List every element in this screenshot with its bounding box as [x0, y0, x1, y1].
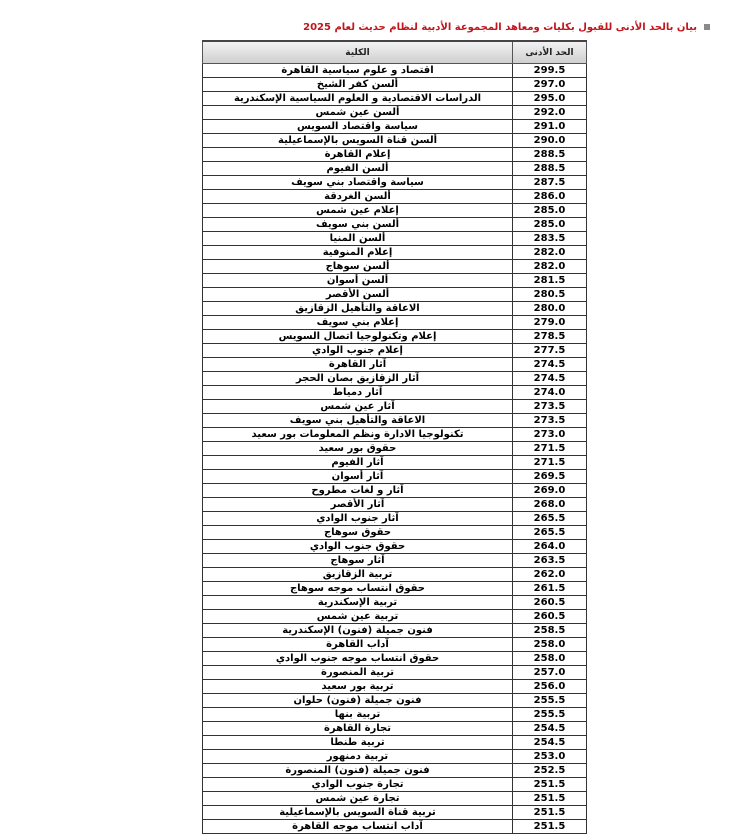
table-row [203, 624, 587, 638]
college-name-cell: ألسن الفيوم [203, 162, 513, 176]
min-score-cell: 282.0 [513, 246, 587, 260]
college-name-cell: ألسن الغردقة [203, 190, 513, 204]
college-column-header: الكلية [203, 41, 513, 64]
table-row [203, 442, 587, 456]
min-score-cell: 260.5 [513, 610, 587, 624]
college-name-cell: تربية المنصورة [203, 666, 513, 680]
min-score-cell: 258.0 [513, 638, 587, 652]
college-name-cell: تربية بنها [203, 708, 513, 722]
table-row [203, 428, 587, 442]
college-name-cell: ألسن بني سويف [203, 218, 513, 232]
table-row [203, 652, 587, 666]
min-score-cell: 260.5 [513, 596, 587, 610]
college-name-cell: فنون جميلة (فنون) حلوان [203, 694, 513, 708]
table-row [203, 330, 587, 344]
table-row [203, 526, 587, 540]
college-name-cell: آثار دمياط [203, 386, 513, 400]
min-score-cell: 278.5 [513, 330, 587, 344]
college-name-cell: الاعاقة والتأهيل بني سويف [203, 414, 513, 428]
table-row [203, 596, 587, 610]
table-row [203, 162, 587, 176]
college-name-cell: حقوق بور سعيد [203, 442, 513, 456]
table-row [203, 400, 587, 414]
table-row [203, 218, 587, 232]
min-score-cell: 265.5 [513, 512, 587, 526]
college-name-cell: ألسن المنيا [203, 232, 513, 246]
table-row [203, 470, 587, 484]
table-row [203, 288, 587, 302]
college-name-cell: آثار القاهرة [203, 358, 513, 372]
min-score-cell: 287.5 [513, 176, 587, 190]
min-score-cell: 251.5 [513, 778, 587, 792]
table-row [203, 344, 587, 358]
college-name-cell: تربية بور سعيد [203, 680, 513, 694]
min-score-cell: 286.0 [513, 190, 587, 204]
min-score-cell: 269.0 [513, 484, 587, 498]
college-name-cell: ألسن كفر الشيخ [203, 78, 513, 92]
table-row [203, 386, 587, 400]
min-score-cell: 257.0 [513, 666, 587, 680]
min-score-cell: 290.0 [513, 134, 587, 148]
table-row [203, 554, 587, 568]
college-name-cell: تربية عين شمس [203, 610, 513, 624]
min-score-cell: 297.0 [513, 78, 587, 92]
college-name-cell: ألسن قناة السويس بالإسماعيلية [203, 134, 513, 148]
table-row [203, 666, 587, 680]
college-name-cell: اقتصاد و علوم سياسية القاهرة [203, 64, 513, 78]
table-row [203, 246, 587, 260]
table-row [203, 722, 587, 736]
table-row [203, 708, 587, 722]
min-score-cell: 256.0 [513, 680, 587, 694]
table-row [203, 610, 587, 624]
table-row [203, 582, 587, 596]
college-name-cell: ألسن سوهاج [203, 260, 513, 274]
min-score-cell: 271.5 [513, 442, 587, 456]
table-row [203, 92, 587, 106]
college-name-cell: فنون جميلة (فنون) الإسكندرية [203, 624, 513, 638]
table-row [203, 778, 587, 792]
table-row [203, 484, 587, 498]
min-score-cell: 285.0 [513, 204, 587, 218]
table-row [203, 274, 587, 288]
min-score-cell: 299.5 [513, 64, 587, 78]
min-score-cell: 280.0 [513, 302, 587, 316]
min-score-cell: 285.0 [513, 218, 587, 232]
college-name-cell: فنون جميلة (فنون) المنصورة [203, 764, 513, 778]
college-name-cell: إعلام بني سويف [203, 316, 513, 330]
college-name-cell: سياسة واقتصاد السويس [203, 120, 513, 134]
table-row [203, 120, 587, 134]
college-name-cell: إعلام المنوفية [203, 246, 513, 260]
college-name-cell: سياسة واقتصاد بني سويف [203, 176, 513, 190]
college-name-cell: تجارة جنوب الوادي [203, 778, 513, 792]
min-score-cell: 283.5 [513, 232, 587, 246]
table-row [203, 302, 587, 316]
college-name-cell: تجارة القاهرة [203, 722, 513, 736]
college-name-cell: آثار جنوب الوادي [203, 512, 513, 526]
min-score-cell: 281.5 [513, 274, 587, 288]
table-row [203, 512, 587, 526]
min-score-cell: 273.5 [513, 400, 587, 414]
college-name-cell: آثار سوهاج [203, 554, 513, 568]
college-name-cell: آثار الزقازيق بصان الحجر [203, 372, 513, 386]
page-title: بيان بالحد الأدنى للقبول بكليات ومعاهد المجموعة الأدبية لنظام حديث لعام 2025 [303, 21, 697, 33]
min-score-cell: 258.5 [513, 624, 587, 638]
college-name-cell: آثار الفيوم [203, 456, 513, 470]
table-row [203, 806, 587, 820]
bullet-square-icon [704, 24, 710, 30]
table-row [203, 694, 587, 708]
min-score-cell: 268.0 [513, 498, 587, 512]
min-score-cell: 273.0 [513, 428, 587, 442]
college-name-cell: حقوق سوهاج [203, 526, 513, 540]
college-name-cell: آداب القاهرة [203, 638, 513, 652]
college-name-cell: آثار أسوان [203, 470, 513, 484]
min-score-cell: 269.5 [513, 470, 587, 484]
college-name-cell: تربية الإسكندرية [203, 596, 513, 610]
college-name-cell: حقوق انتساب موجه سوهاج [203, 582, 513, 596]
min-score-cell: 264.0 [513, 540, 587, 554]
table-row [203, 260, 587, 274]
table-row [203, 176, 587, 190]
table-row [203, 792, 587, 806]
table-row [203, 190, 587, 204]
table-row [203, 568, 587, 582]
table-header-row [203, 41, 587, 64]
min-score-cell: 253.0 [513, 750, 587, 764]
min-score-cell: 282.0 [513, 260, 587, 274]
min-score-cell: 271.5 [513, 456, 587, 470]
table-row [203, 750, 587, 764]
table-row [203, 736, 587, 750]
college-name-cell: تربية دمنهور [203, 750, 513, 764]
college-name-cell: إعلام وتكنولوجيا اتصال السويس [203, 330, 513, 344]
min-score-cell: 263.5 [513, 554, 587, 568]
min-score-cell: 258.0 [513, 652, 587, 666]
table-row [203, 64, 587, 78]
min-score-cell: 291.0 [513, 120, 587, 134]
table-row [203, 358, 587, 372]
table-row [203, 232, 587, 246]
min-score-cell: 274.5 [513, 358, 587, 372]
college-name-cell: تربية الزقازيق [203, 568, 513, 582]
min-score-cell: 265.5 [513, 526, 587, 540]
min-score-cell: 279.0 [513, 316, 587, 330]
min-score-cell: 255.5 [513, 708, 587, 722]
table-row [203, 498, 587, 512]
college-name-cell: آثار الأقصر [203, 498, 513, 512]
college-name-cell: حقوق جنوب الوادي [203, 540, 513, 554]
table-row [203, 134, 587, 148]
college-name-cell: آداب انتساب موجه القاهرة [203, 820, 513, 834]
min-score-cell: 254.5 [513, 722, 587, 736]
min-score-cell: 274.5 [513, 372, 587, 386]
min-score-cell: 288.5 [513, 148, 587, 162]
min-score-cell: 295.0 [513, 92, 587, 106]
table-row [203, 78, 587, 92]
college-name-cell: الدراسات الاقتصادية و العلوم السياسية الإسكندرية [203, 92, 513, 106]
table-row [203, 316, 587, 330]
min-score-cell: 273.5 [513, 414, 587, 428]
min-score-cell: 262.0 [513, 568, 587, 582]
table-row [203, 764, 587, 778]
table-row [203, 148, 587, 162]
college-name-cell: تربية طنطا [203, 736, 513, 750]
table-row [203, 680, 587, 694]
college-name-cell: إعلام عين شمس [203, 204, 513, 218]
college-name-cell: إعلام القاهرة [203, 148, 513, 162]
table-body [203, 64, 587, 834]
college-name-cell: آثار عين شمس [203, 400, 513, 414]
min-score-cell: 252.5 [513, 764, 587, 778]
college-name-cell: تكنولوجيا الادارة ونظم المعلومات بور سعيد [203, 428, 513, 442]
min-score-cell: 254.5 [513, 736, 587, 750]
college-name-cell: ألسن الأقصر [203, 288, 513, 302]
min-score-cell: 251.5 [513, 806, 587, 820]
college-name-cell: الاعاقة والتأهيل الزقازيق [203, 302, 513, 316]
min-score-cell: 288.5 [513, 162, 587, 176]
college-name-cell: ألسن أسوان [203, 274, 513, 288]
score-column-header: الحد الأدنى [513, 41, 587, 64]
table-row [203, 204, 587, 218]
college-name-cell: تربية قناة السويس بالإسماعيلية [203, 806, 513, 820]
college-name-cell: آثار و لغات مطروح [203, 484, 513, 498]
min-score-cell: 255.5 [513, 694, 587, 708]
college-name-cell: حقوق انتساب موجه جنوب الوادي [203, 652, 513, 666]
college-name-cell: إعلام جنوب الوادي [203, 344, 513, 358]
page-title-row [303, 17, 710, 37]
min-score-cell: 277.5 [513, 344, 587, 358]
table-row [203, 540, 587, 554]
college-name-cell: تجارة عين شمس [203, 792, 513, 806]
min-score-cell: 261.5 [513, 582, 587, 596]
college-name-cell: ألسن عين شمس [203, 106, 513, 120]
table-row [203, 638, 587, 652]
min-score-cell: 251.5 [513, 820, 587, 834]
min-score-cell: 274.0 [513, 386, 587, 400]
min-score-cell: 280.5 [513, 288, 587, 302]
table-row [203, 820, 587, 834]
table-row [203, 414, 587, 428]
table-row [203, 106, 587, 120]
table-row [203, 456, 587, 470]
min-score-cell: 292.0 [513, 106, 587, 120]
admission-table [202, 40, 587, 834]
table-row [203, 372, 587, 386]
min-score-cell: 251.5 [513, 792, 587, 806]
